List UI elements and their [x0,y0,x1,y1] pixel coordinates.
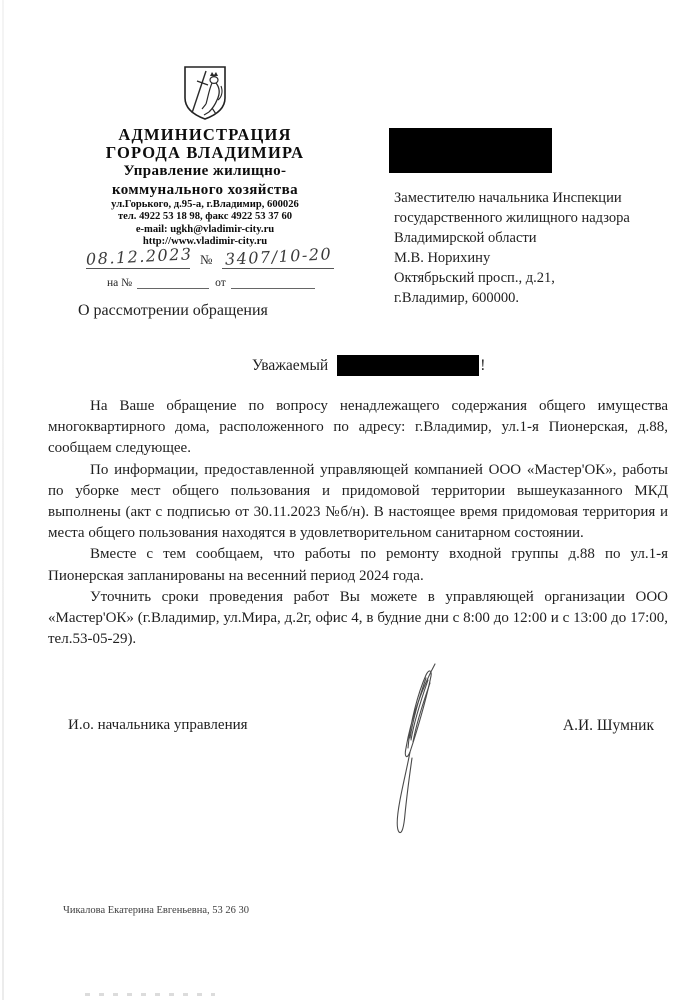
handwritten-date: 08.12.2023 [85,244,193,269]
addressee-line: государственного жилищного надзора [394,210,630,226]
letter-body [48,396,668,650]
executor-contact: Чикалова Екатерина Евгеньевна, 53 26 30 [63,905,250,916]
org-name-line2: ГОРОДА ВЛАДИМИРА [105,143,305,162]
incoming-number-blank [137,276,209,289]
addressee-line: Октябрьский просп., д.21, [394,270,555,286]
handwritten-number: 3407/10-20 [224,244,333,269]
incoming-reference-line [107,276,315,289]
org-name-line1: АДМИНИСТРАЦИЯ [118,125,292,144]
vladimir-coat-of-arms-icon [182,64,228,122]
body-paragraph: По информации, предоставленной управляющей компанией ООО «Мастер'ОК», работы по уборке мест общего пользования и придомовой территории вышеуказанного МКД выполнены (акт с подписью от 30.11.2023 №б/н). В настоящее время придомовая территория и места общего пользования находятся в удовлетворительном санитарном состоянии. [48,461,668,542]
letterhead-phones: тел. 4922 53 18 98, факс 4922 53 37 60 [117,211,293,223]
signature-autograph [383,656,445,842]
incoming-number-label: на № [107,277,133,289]
body-paragraph: Уточнить сроки проведения работ Вы можете в управляющей организации ООО «Мастер'ОК» (г.Владимир, ул.Мира, д.2г, офис 4, в будние дни с 8:00 до 12:00 и с 13:00 до 17:00, тел.53-05-29). [48,588,668,648]
subject-line: О рассмотрении обращения [78,302,268,319]
addressee-block [394,188,679,308]
addressee-line: Заместителю начальника Инспекции [394,190,622,206]
department-line1: Управление жилищно- [123,163,287,179]
outgoing-number-slot [222,244,334,269]
redacted-recipient-block [389,128,552,173]
incoming-date-blank [231,276,315,289]
scan-bottom-artifact [85,993,215,996]
salutation-prefix: Уважаемый [252,356,329,374]
salutation [252,355,485,376]
number-sign: № [200,252,213,267]
department-line2: коммунального хозяйства [111,181,299,198]
addressee-line: г.Владимир, 600000. [394,290,519,306]
addressee-line: М.В. Норихину [394,250,491,266]
signer-name: А.И. Шумник [562,717,654,734]
salutation-suffix: ! [480,356,486,374]
letterhead [40,64,370,248]
body-paragraph: Вместе с тем сообщаем, что работы по ремонту входной группы д.88 по ул.1-я Пионерская запланированы на весенний период 2024 года. [48,546,668,584]
outgoing-date-slot [85,244,193,269]
scan-edge-artifact [2,0,4,1000]
incoming-from-label: от [215,277,226,289]
body-paragraph: На Ваше обращение по вопросу ненадлежащего содержания общего имущества многоквартирного дома, расположенного по адресу: г.Владимир, ул.1-я Пионерская, д.88, сообщаем следующее. [48,398,668,457]
signer-position-title: И.о. начальника управления [68,717,248,733]
letterhead-website: http://www.vladimir-city.ru [142,235,268,247]
addressee-line: Владимирской области [394,230,537,246]
outgoing-reference-line [85,244,334,269]
letterhead-address: ул.Горького, д.95-а, г.Владимир, 600026 [111,199,299,210]
redacted-name-block [337,355,479,376]
letterhead-email: e-mail: ugkh@vladimir-city.ru [135,223,275,235]
